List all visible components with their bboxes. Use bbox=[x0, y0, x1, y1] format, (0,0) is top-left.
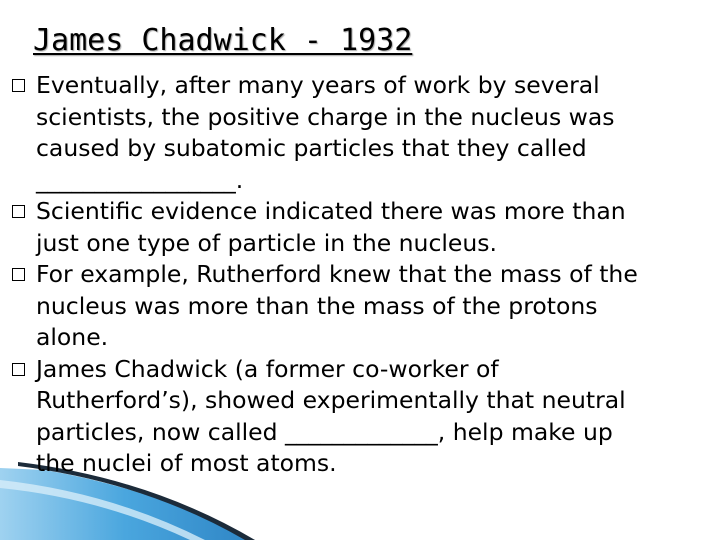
bullet-text-line: Eventually, after many years of work by several bbox=[36, 71, 600, 99]
bullet-item bbox=[12, 354, 712, 480]
bullet-text-line: scientists, the positive charge in the nucleus was bbox=[36, 102, 615, 131]
bullet-text-line: alone. bbox=[36, 323, 109, 351]
bullet-item bbox=[12, 259, 712, 354]
bullet-text-line: nucleus was more than the mass of the protons bbox=[36, 291, 598, 320]
bullet-item bbox=[12, 196, 712, 259]
bullet-text-line: _________________. bbox=[36, 165, 244, 194]
bullet-text-line: caused by subatomic particles that they called bbox=[36, 134, 587, 162]
bullet-item bbox=[12, 70, 712, 196]
bullet-list bbox=[12, 70, 712, 480]
bullet-text-line: Scientific evidence indicated there was more than bbox=[36, 197, 626, 225]
square-bullet-icon bbox=[12, 79, 25, 92]
bullet-text-line: particles, now called _____________, help make up bbox=[36, 417, 613, 446]
bullet-text-line: Rutherford’s), showed experimentally that neutral bbox=[36, 386, 626, 414]
slide-title: James Chadwick - 1932 bbox=[33, 23, 413, 58]
bullet-text-line: For example, Rutherford knew that the mass of the bbox=[36, 260, 638, 288]
square-bullet-icon bbox=[12, 268, 25, 281]
bullet-text-line: the nuclei of most atoms. bbox=[36, 449, 337, 477]
bullet-text-line: just one type of particle in the nucleus. bbox=[36, 228, 497, 257]
square-bullet-icon bbox=[12, 363, 25, 376]
bullet-text-line: James Chadwick (a former co-worker of bbox=[36, 354, 499, 383]
square-bullet-icon bbox=[12, 205, 25, 218]
